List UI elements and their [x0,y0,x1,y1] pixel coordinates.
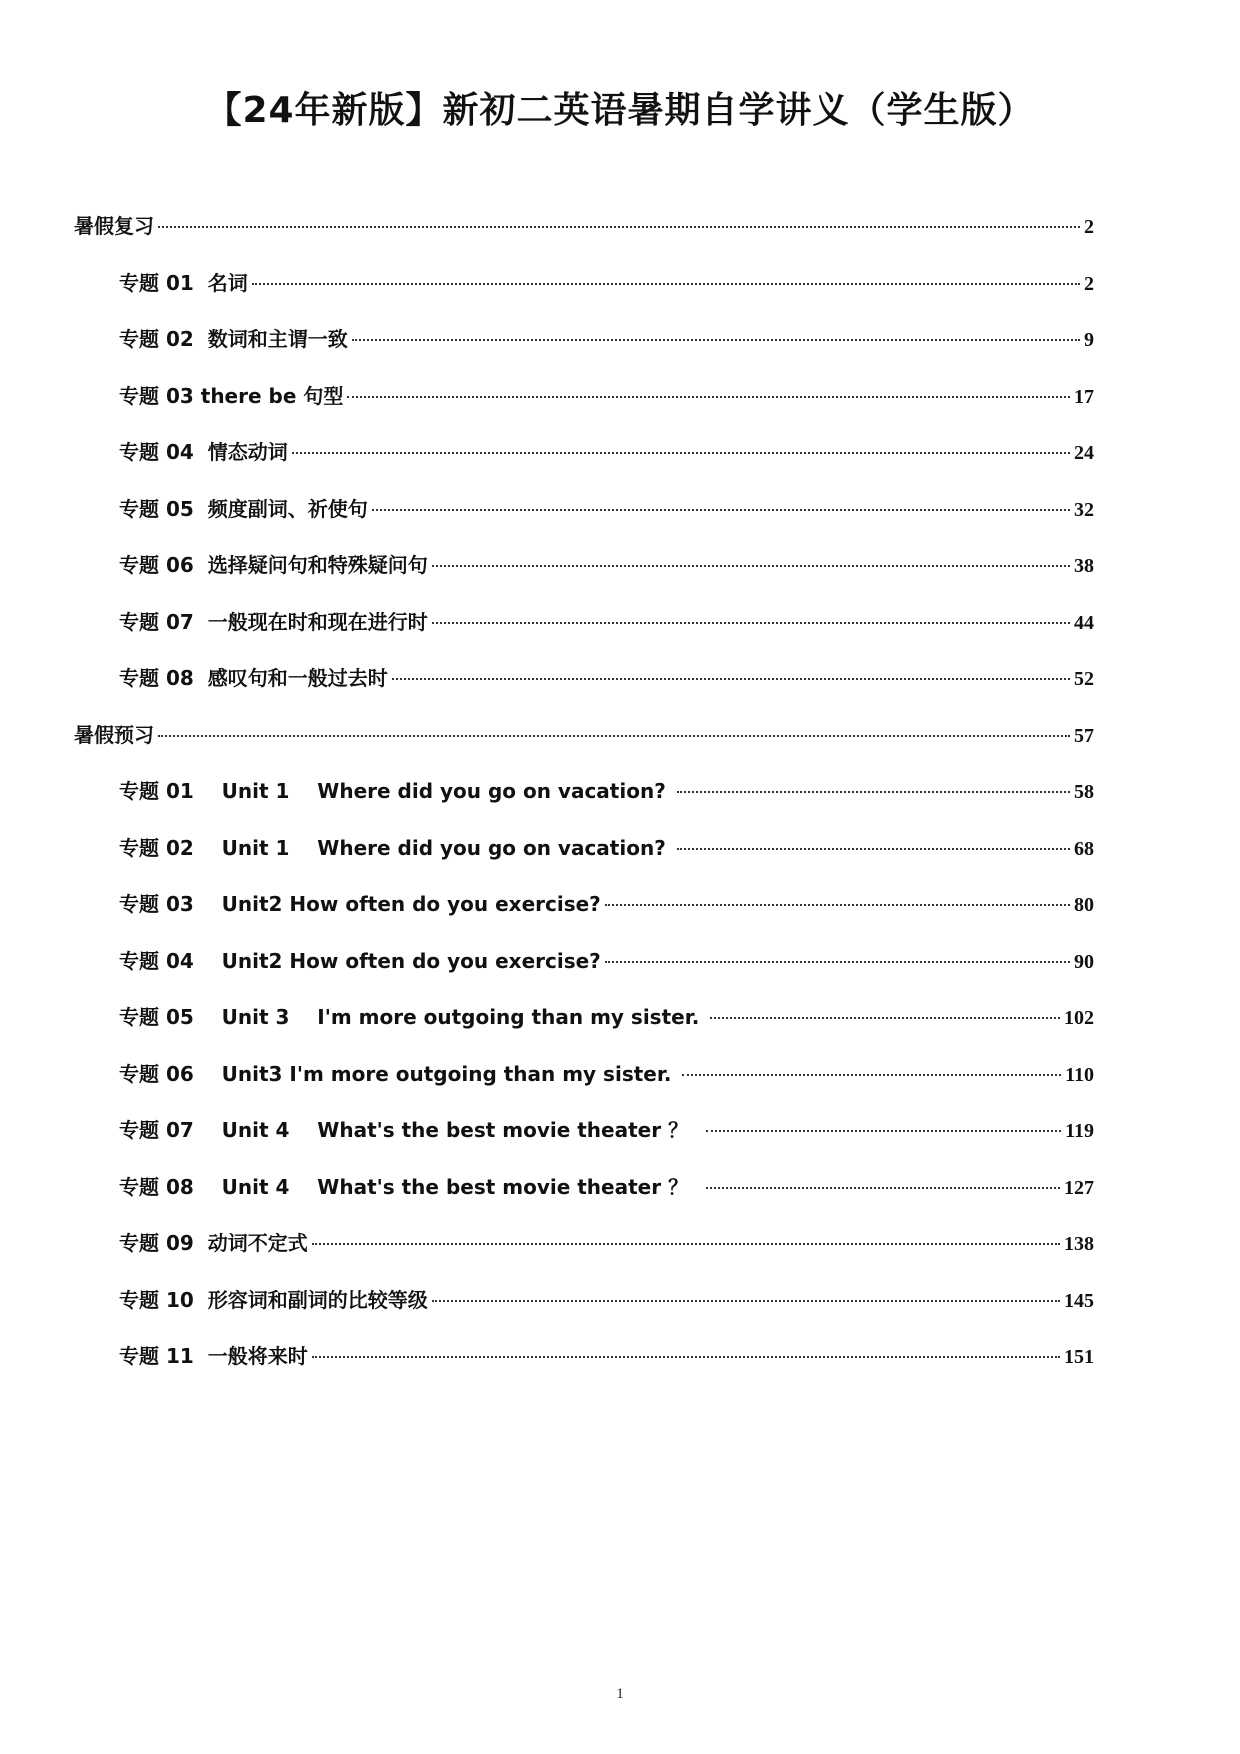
dot-leader [677,848,1070,850]
toc-page-number: 151 [1064,1346,1094,1368]
toc-page-number: 119 [1065,1120,1094,1142]
dot-leader [605,904,1070,906]
toc-page-number: 68 [1074,837,1094,860]
dot-leader [432,622,1070,624]
dot-leader [347,396,1070,398]
toc-page-number: 52 [1074,668,1094,690]
toc-page-number: 2 [1084,272,1094,295]
dot-leader [710,1017,1060,1019]
toc-entry-row[interactable] [74,1001,1094,1058]
toc-entry-row[interactable] [74,267,1094,324]
dot-leader [605,961,1070,963]
toc-entry-title: 专题 05 频度副词、祈使句 [119,496,368,521]
toc-entry-title: 专题 04 情态动词 [119,440,288,464]
toc-entry-title: 专题 07 Unit 4 What's the best movie theater ？ [119,1118,702,1142]
table-of-contents [74,210,1094,1397]
toc-entry-row[interactable] [74,1227,1094,1284]
toc-entry-row[interactable] [74,436,1094,493]
dot-leader [392,678,1070,680]
toc-entry-row[interactable] [74,549,1094,606]
toc-page-number: 102 [1064,1007,1094,1029]
dot-leader [432,565,1070,567]
toc-section-row[interactable] [74,210,1094,267]
toc-entry-title: 专题 02 Unit 1 Where did you go on vacation? [119,835,673,860]
dot-leader [312,1243,1060,1245]
toc-section-title: 暑假复习 [74,214,154,238]
toc-section-row[interactable] [74,719,1094,776]
toc-page-number: 110 [1065,1063,1094,1086]
toc-entry-row[interactable] [74,662,1094,719]
toc-entry-title: 专题 06 选择疑问句和特殊疑问句 [119,553,428,577]
dot-leader [292,452,1070,454]
toc-entry-row[interactable] [74,775,1094,832]
toc-page-number: 2 [1084,216,1094,238]
document-title: 【24年新版】新初二英语暑期自学讲义（学生版） [205,90,1035,131]
toc-entry-title: 专题 01 名词 [119,270,248,295]
dot-leader [352,339,1080,341]
toc-entry-title: 专题 06 Unit3 I'm more outgoing than my sister. [119,1061,679,1086]
toc-entry-row[interactable] [74,1058,1094,1115]
toc-page-number: 57 [1074,724,1094,747]
toc-page-number: 44 [1074,611,1094,634]
toc-page-number: 80 [1074,894,1094,916]
dot-leader [252,283,1080,285]
toc-entry-row[interactable] [74,606,1094,663]
dot-leader [677,791,1070,793]
toc-entry-title: 专题 11 一般将来时 [119,1344,308,1368]
toc-entry-title: 专题 10 形容词和副词的比较等级 [119,1287,428,1312]
dot-leader [706,1130,1061,1132]
toc-entry-row[interactable] [74,380,1094,437]
toc-entry-title: 专题 04 Unit2 How often do you exercise? [119,948,601,973]
dot-leader [158,226,1080,228]
toc-entry-row[interactable] [74,945,1094,1002]
dot-leader [432,1300,1060,1302]
toc-page-number: 138 [1064,1233,1094,1255]
toc-entry-row[interactable] [74,493,1094,550]
toc-section-title: 暑假预习 [74,722,154,747]
toc-page-number: 58 [1074,781,1094,803]
toc-page-number: 17 [1074,385,1094,408]
toc-entry-title: 专题 07 一般现在时和现在进行时 [119,609,428,634]
toc-entry-row[interactable] [74,323,1094,380]
toc-page-number: 38 [1074,555,1094,577]
dot-leader [682,1074,1061,1076]
toc-entry-row[interactable] [74,1284,1094,1341]
toc-entry-title: 专题 02 数词和主谓一致 [119,327,348,351]
dot-leader [312,1356,1060,1358]
toc-entry-title: 专题 08 Unit 4 What's the best movie theater ？ [119,1174,702,1199]
toc-page-number: 127 [1064,1176,1094,1199]
toc-page-number: 24 [1074,442,1094,464]
toc-page-number: 32 [1074,498,1094,521]
toc-page-number: 9 [1084,329,1094,351]
toc-entry-title: 专题 03 there be 句型 [119,383,344,408]
toc-entry-row[interactable] [74,888,1094,945]
dot-leader [158,735,1070,737]
toc-entry-title: 专题 01 Unit 1 Where did you go on vacation? [119,779,673,803]
toc-entry-row[interactable] [74,832,1094,889]
toc-entry-row[interactable] [74,1340,1094,1397]
toc-page-number: 145 [1064,1289,1094,1312]
toc-entry-title: 专题 08 感叹句和一般过去时 [119,666,388,690]
toc-entry-row[interactable] [74,1171,1094,1228]
toc-entry-title: 专题 09 动词不定式 [119,1231,308,1255]
dot-leader [706,1187,1060,1189]
dot-leader [372,509,1070,511]
toc-entry-title: 专题 05 Unit 3 I'm more outgoing than my sister. [119,1005,707,1029]
toc-entry-row[interactable] [74,1114,1094,1171]
toc-entry-title: 专题 03 Unit2 How often do you exercise? [119,892,601,916]
page-number: 1 [616,1686,624,1702]
toc-page-number: 90 [1074,950,1094,973]
